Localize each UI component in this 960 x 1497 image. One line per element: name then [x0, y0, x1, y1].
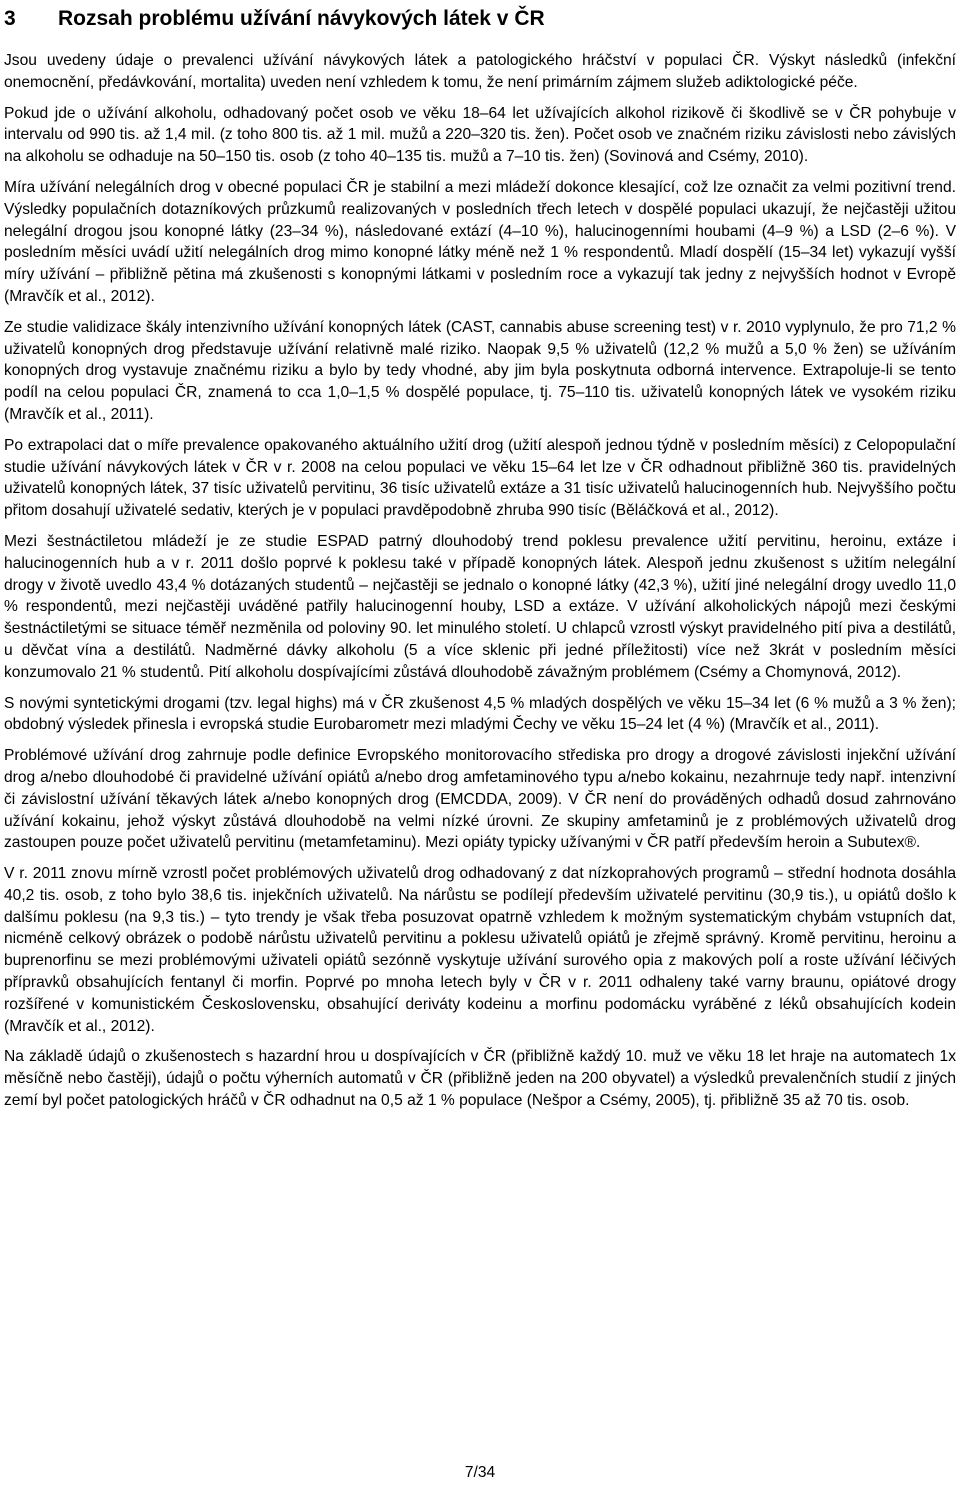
- paragraph-gambling: Na základě údajů o zkušenostech s hazardní hrou u dospívajících v ČR (přibližně každý 10. muž ve věku 18 let hraje na automatech 1x měsíčně nebo častěji), údajů o počtu výherních automatů v ČR (přibližně jeden na 200 obyvatel) a výsledků prevalenčních studií z jiných zemí byl počet patologických hráčů v ČR odhadnut na 0,5 až 1 % populace (Nešpor a Csémy, 2005), tj. přibližně 35 až 70 tis. osob.: [4, 1048, 956, 1110]
- paragraph-alcohol: Pokud jde o užívání alkoholu, odhadovaný počet osob ve věku 18–64 let užívajících alkohol rizikově či škodlivě se v ČR pohybuje v intervalu od 990 tis. až 1,4 mil. (z toho 800 tis. až 1 mil. mužů a 220–320 tis. žen). Počet osob ve značném riziku závislosti nebo závislých na alkoholu se odhaduje na 50–150 tis. osob (z toho 40–135 tis. mužů a 7–10 tis. žen) (Sovinová and Csémy, 2010).: [4, 104, 956, 166]
- paragraph-scope: Jsou uvedeny údaje o prevalenci užívání návykových látek a patologického hráčství v populaci ČR. Výskyt následků (infekční onemocnění, předávkování, mortalita) uveden není vzhledem k tomu, že není primárním zájmem služeb adiktologické péče.: [4, 52, 956, 91]
- section-title: Rozsah problému užívání návykových látek v ČR: [58, 7, 545, 30]
- paragraph-problem-users-2011: V r. 2011 znovu mírně vzrostl počet problémových uživatelů drog odhadovaný z dat nízkoprahových programů – střední hodnota dosáhla 40,2 tis. osob, z toho bylo 38,6 tis. injekčních uživatelů. Na nárůstu se podílejí především uživatelé pervitinu (30,9 tis.), u opiátů došlo k dalšímu poklesu (na 9,3 tis.) – tyto trendy je však třeba posuzovat opatrně vzhledem k možným systematickým chybám vstupních dat, nicméně celkový obrázek o podobě nárůstu uživatelů pervitinu a poklesu uživatelů opiátů je zřejmě správný. Kromě pervitinu, heroinu a buprenorfinu se mezi problémovými uživateli opiátů sezónně vyskytuje užívání surového opia z makových polí a roste užívání léčivých přípravků obsahujících fentanyl či morfin. Poprvé po mnoha letech byly v ČR v r. 2011 odhaleny také varny braunu, opiátové drogy rozšířené v komunistickém Československu, obsahující deriváty kodeinu a morfinu podomácku vyráběné z léků obsahujících kodein (Mravčík et al., 2012).: [4, 865, 956, 1035]
- paragraph-regular-users: Po extrapolaci dat o míře prevalence opakovaného aktuálního užití drog (užití alespoň jednou týdně v posledním měsíci) z Celopopulační studie užívání návykových látek v ČR v r. 2008 na celou populaci ve věku 15–64 let lze v ČR odhadnout přibližně 360 tis. pravidelných uživatelů konopných látek, 37 tisíc uživatelů pervitinu, 36 tisíc uživatelů extáze a 31 tisíc uživatelů halucinogenních hub. Nejvyššího počtu přitom dosahují uživatelé sedativ, kterých je v populaci pravděpodobně zhruba 990 tisíc (Běláčková et al., 2012).: [4, 436, 956, 520]
- document-page: [4, 0, 956, 1112]
- section-heading: [4, 6, 956, 32]
- paragraph-espad: Mezi šestnáctiletou mládeží je ze studie ESPAD patrný dlouhodobý trend poklesu prevalence užití pervitinu, heroinu, extáze i halucinogenních hub a v r. 2011 došlo poprvé k poklesu také v případě konopných látek. Alespoň jednu zkušenost s užitím nelegální drogy v životě uvedlo 43,4 % dotázaných studentů – nejčastěji se jednalo o konopné látky (42,3 %), užití jiné nelegální drogy uvedlo 11,0 % respondentů, mezi nejčastěji uváděné patřily halucinogenní houby, LSD a extáze. V užívání alkoholických nápojů mezi českými šestnáctiletými se situace téměř nezměnila od poloviny 90. let minulého století. U chlapců vzrostl výskyt pravidelného pití piva a destilátů, u děvčat vína a destilátů. Nadměrné dávky alkoholu (5 a více sklenic při jedné příležitosti) více než 3krát v posledním měsíci konzumovalo 21 % studentů. Pití alkoholu dospívajícími zůstává dlouhodobě závažným problémem (Csémy a Chomynová, 2012).: [4, 532, 956, 681]
- paragraph-cast-study: Ze studie validizace škály intenzivního užívání konopných látek (CAST, cannabis abuse screening test) v r. 2010 vyplynulo, že pro 71,2 % uživatelů konopných drog představuje užívání relativně malé riziko. Naopak 9,5 % uživatelů (12,2 % mužů a 5,0 % žen) se užíváním konopných drog vystavuje značnému riziku a bylo by tedy vhodné, aby jim byla poskytnuta odborná intervence. Extrapoluje-li se tento podíl na celou populaci ČR, znamená to cca 1,0–1,5 % dospělé populace, tj. 75–110 tis. uživatelů konopných látek ve vysokém riziku (Mravčík et al., 2011).: [4, 318, 956, 423]
- paragraph-legal-highs: S novými syntetickými drogami (tzv. legal highs) má v ČR zkušenost 4,5 % mladých dospělých ve věku 15–34 let (6 % mužů a 3 % žen); obdobný výsledek přinesla i evropská studie Eurobarometr mezi mladými Čechy ve věku 15–24 let (4 %) (Mravčík et al., 2011).: [4, 694, 956, 734]
- paragraph-problem-use-definition: Problémové užívání drog zahrnuje podle definice Evropského monitorovacího střediska pro drogy a drogové závislosti injekční užívání drog a/nebo dlouhodobé či pravidelné užívání opiátů a/nebo drog amfetaminového typu a/nebo kokainu, nezahrnuje tedy např. intenzivní či závislostní užívání těkavých látek a/nebo konopných drog (EMCDDA, 2009). V ČR není do prováděných odhadů dosud zahrnováno užívání kokainu, jehož výskyt zůstává dlouhodobě na velmi nízké úrovni. Ze skupiny amfetaminů je z problémových uživatelů drog zastoupen pouze počet uživatelů pervitinu (metamfetaminu). Mezi opiáty typicky užívanými v ČR patří především heroin a Subutex®.: [4, 747, 956, 852]
- page-number: 7/34: [464, 1464, 496, 1481]
- section-number: 3: [4, 7, 16, 30]
- paragraph-illegal-drugs: Míra užívání nelegálních drog v obecné populaci ČR je stabilní a mezi mládeží dokonce klesající, což lze označit za velmi pozitivní trend. Výsledky populačních dotazníkových průzkumů realizovaných v posledních třech letech v dospělé populaci ukazují, že nejčastěji užitou nelegální drogou jsou konopné látky (23–34 %), následované extází (4–10 %), halucinogenními houbami (4–9 %) a LSD (2–6 %). V posledním měsíci uvádí užití nelegálních drog mimo konopné látky méně než 1 % respondentů. Mladí dospělí (15–34 let) vykazují vyšší míry užívání – přibližně pětina má zkušenosti s konopnými látkami v posledním roce a vykazují tak jedny z nejvyšších hodnot v Evropě (Mravčík et al., 2012).: [4, 178, 956, 305]
